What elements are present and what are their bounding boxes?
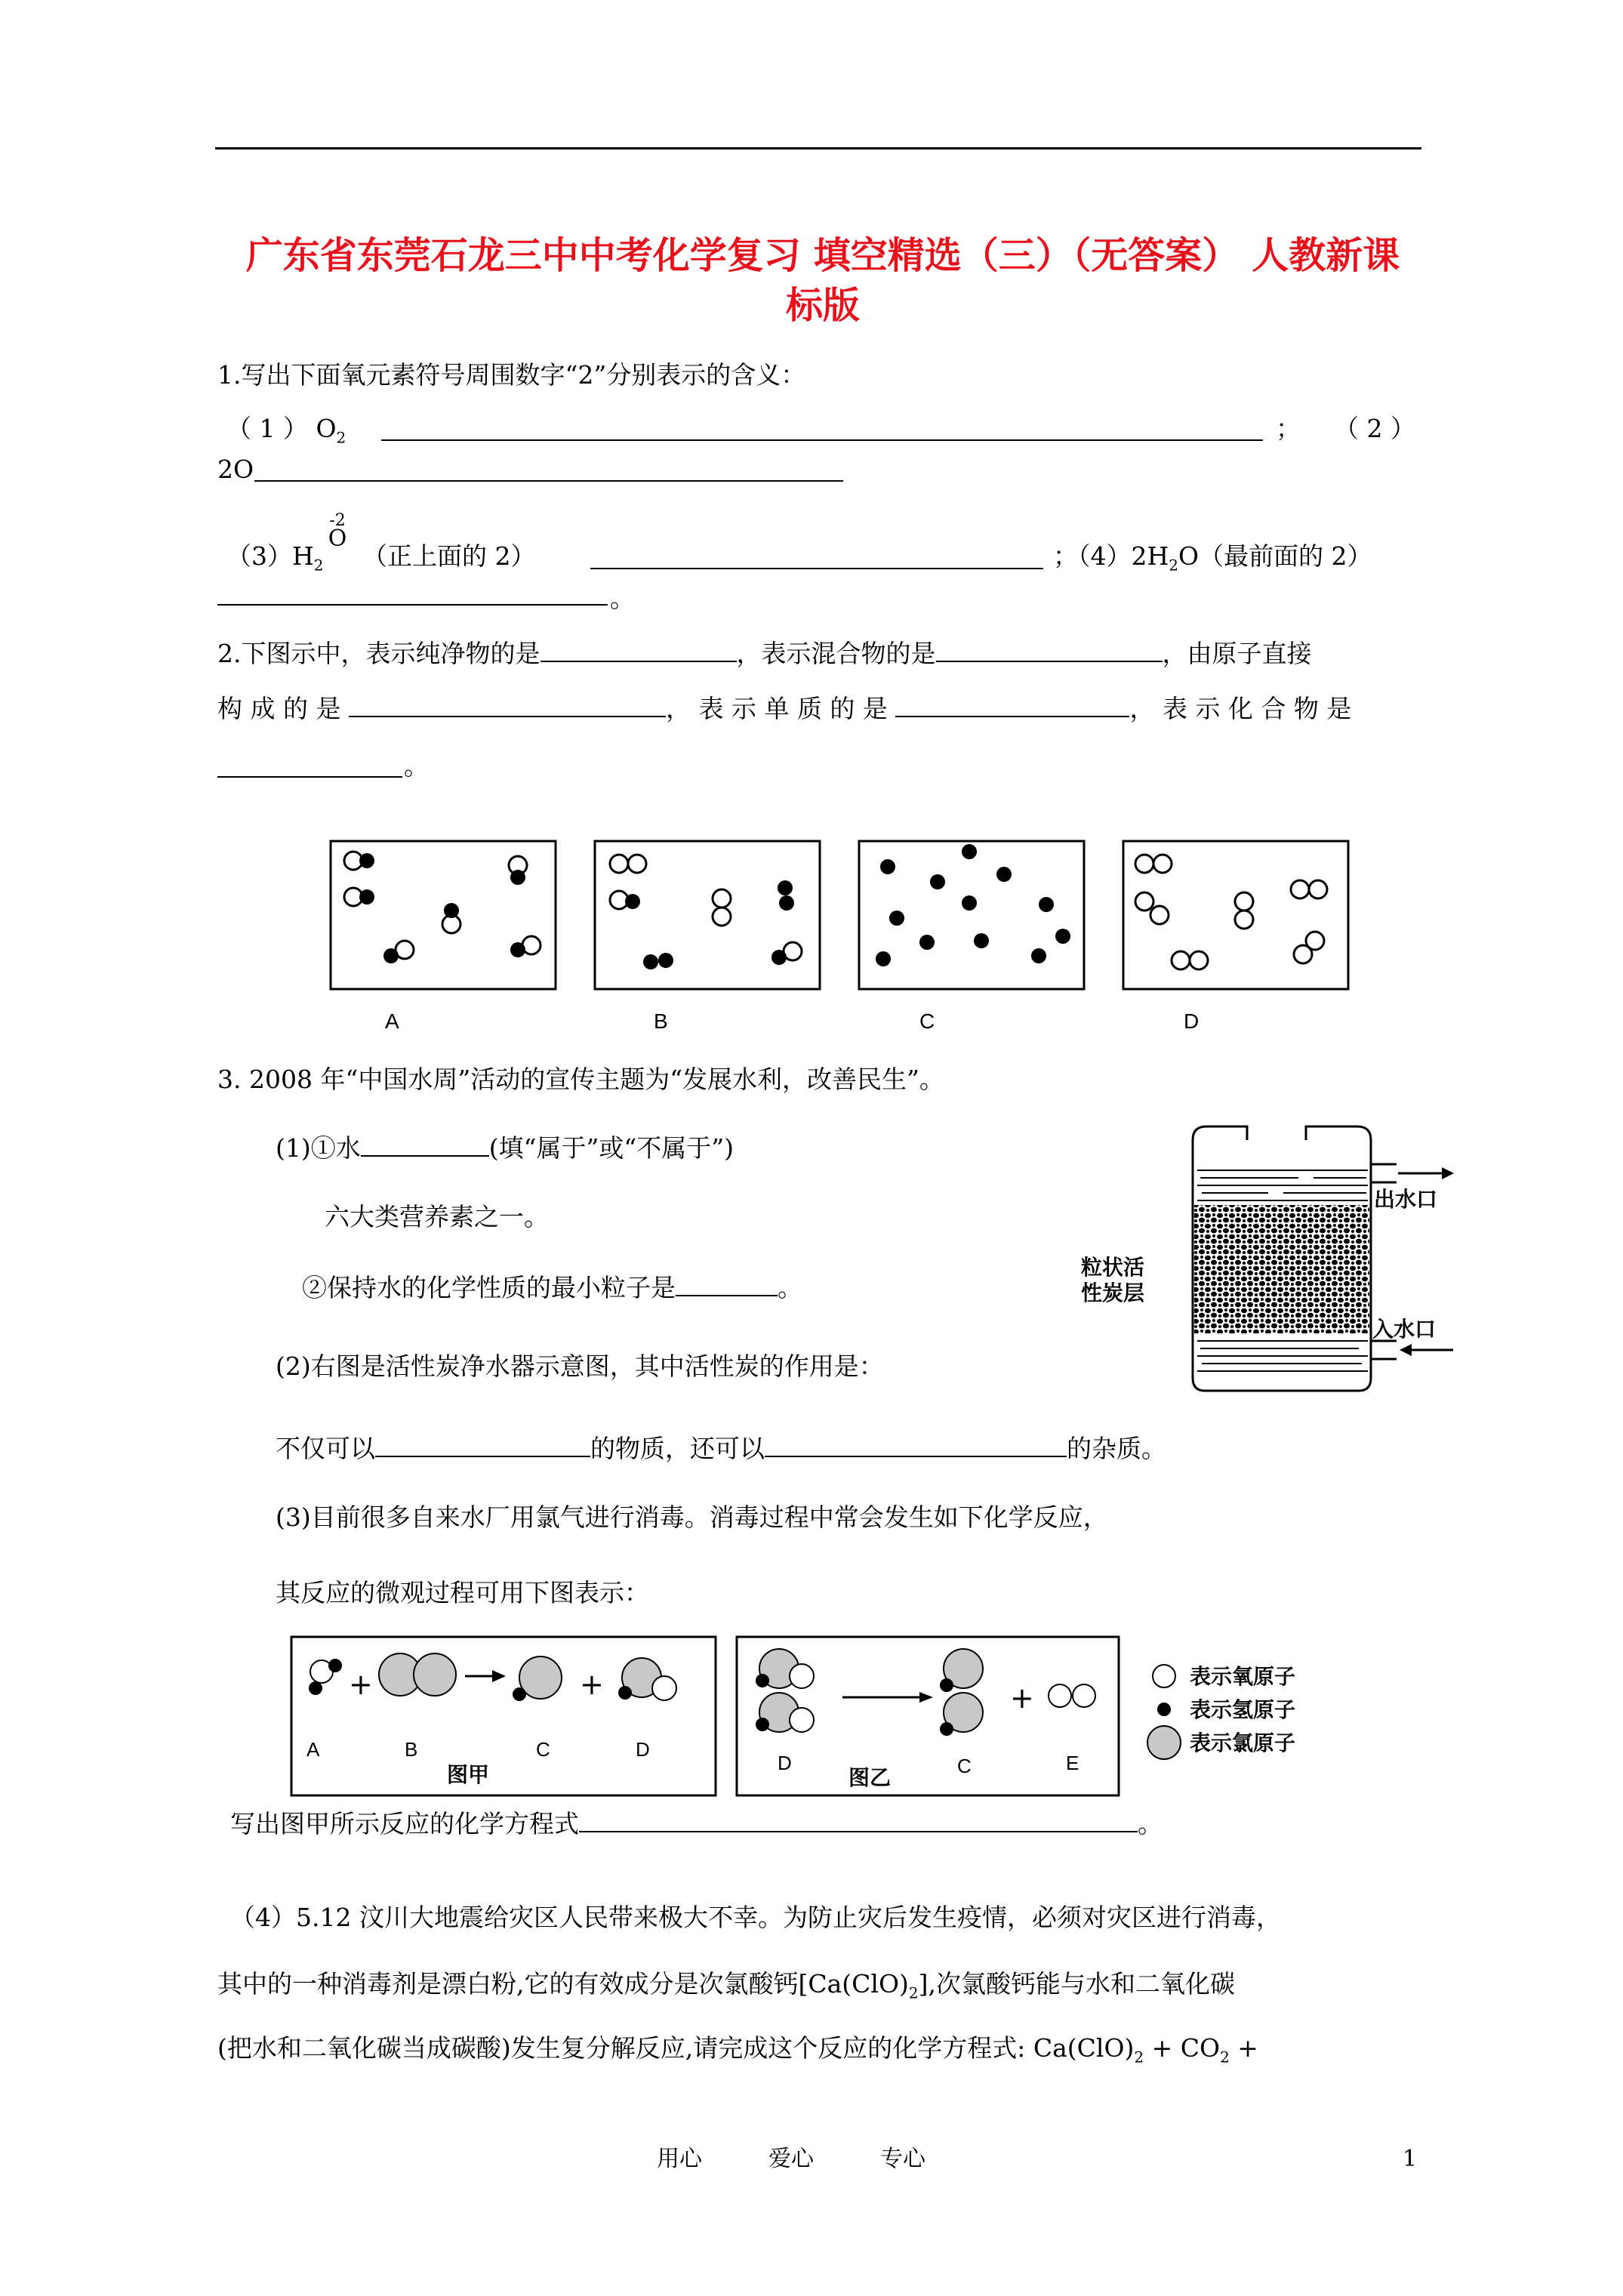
footer-motto-3: 专心 xyxy=(880,2146,925,2172)
q1-p4-end: 。 xyxy=(610,584,635,613)
header-rule xyxy=(215,147,1421,149)
q2-blank-element[interactable] xyxy=(895,693,1129,717)
svg-text:A: A xyxy=(306,1738,320,1761)
q1-blank-4[interactable] xyxy=(217,604,608,606)
jia-caption: 图甲 xyxy=(447,1762,490,1787)
water-purifier-figure xyxy=(1072,1117,1495,1397)
yi-caption: 图乙 xyxy=(848,1765,892,1790)
outlet-label: 出水口 xyxy=(1374,1187,1438,1212)
q1-part3: $(3)H_2$ xyxy=(226,541,324,575)
q3-blank-remove[interactable] xyxy=(765,1433,1067,1457)
legend-hydrogen: 表示氢原子 xyxy=(1190,1697,1296,1722)
box-label-c: C xyxy=(919,1009,935,1033)
q3-stem: 3. 2008 年“中国水周”活动的宣传主题为“发展水利，改善民生”。 xyxy=(217,1065,944,1094)
q3-s1c: 六大类营养素之一。 xyxy=(325,1202,549,1231)
q2-blank-atoms[interactable] xyxy=(349,693,666,717)
svg-text:C: C xyxy=(536,1738,550,1761)
q2-blank-compound[interactable] xyxy=(217,776,402,778)
q2-blank-mixture[interactable] xyxy=(936,638,1163,662)
q1-part1 xyxy=(226,414,346,453)
q1-p1-sub: 2 xyxy=(336,428,346,447)
q3-s3: (3)目前很多自来水厂用氯气进行消毒。消毒过程中常会发生如下化学反应， xyxy=(276,1502,1108,1532)
svg-text:B: B xyxy=(405,1738,418,1761)
box-label-b: B xyxy=(654,1009,668,1033)
q3-s1d: ②保持水的化学性质的最小粒子是 。 xyxy=(302,1273,802,1302)
q2-blank-pure[interactable] xyxy=(540,638,737,662)
svg-text:+: + xyxy=(349,1668,373,1701)
q3-blank-water[interactable] xyxy=(361,1133,489,1157)
carbon-label-2: 性炭层 xyxy=(1081,1281,1145,1305)
legend-chlorine: 表示氯原子 xyxy=(1190,1730,1296,1755)
q3-s2: (2)右图是活性炭净水器示意图，其中活性炭的作用是： xyxy=(276,1351,884,1381)
q3-blank-equation[interactable] xyxy=(579,1808,1138,1832)
q1-p2-prefix: 2O xyxy=(217,455,254,484)
q2-line-1: 2.下图示中，表示纯净物的是 ，表示混合物的是 ，由原子直接 xyxy=(217,639,1312,668)
inlet-label: 入水口 xyxy=(1372,1317,1437,1342)
box-label-d: D xyxy=(1184,1009,1200,1033)
svg-text:+: + xyxy=(1010,1681,1034,1715)
q1-p2-label: （ 2 ） xyxy=(1334,414,1415,443)
carbon-label-1: 粒状活 xyxy=(1081,1255,1145,1280)
q3-s1a: (1)①水 (填“属于”或“不属于”) xyxy=(276,1133,734,1163)
box-label-a: A xyxy=(385,1009,399,1033)
q1-blank-2[interactable] xyxy=(254,480,843,482)
q3-s2-line: 不仅可以 的物质，还可以 的杂质。 xyxy=(276,1434,1166,1463)
q3-blank-particle[interactable] xyxy=(676,1272,778,1296)
svg-text:E: E xyxy=(1066,1752,1079,1774)
q1-part4: ；$(4)2H_2O$（最前面的 2） xyxy=(1053,541,1372,575)
q3-s3b: 其反应的微观过程可用下图表示： xyxy=(276,1578,649,1607)
reaction-figure xyxy=(287,1631,1344,1804)
q2-particle-figure xyxy=(317,831,1374,1042)
q1-p3-oxygen-valence: -2 O xyxy=(328,511,347,552)
q1-p1-label: （ 1 ） O xyxy=(226,414,337,443)
q3-s4c: (把水和二氧化碳当成碳酸)发生复分解反应,请完成这个反应的化学方程式: $Ca(ClO)_2 + CO_2$ + xyxy=(217,2033,1258,2066)
q1-p1-end: ； xyxy=(1276,414,1301,443)
footer-motto-1: 用心 xyxy=(657,2146,702,2172)
q3-s4b: 其中的一种消毒剂是漂白粉,它的有效成分是次氯酸钙$[Ca(ClO)_2]$,次氯酸钙能与水和二氧化碳 xyxy=(217,1969,1236,2002)
q1-stem: 1.写出下面氧元素符号周围数字“2”分别表示的含义： xyxy=(217,360,806,390)
page-number: 1 xyxy=(1403,2146,1418,2172)
svg-text:D: D xyxy=(778,1752,792,1774)
q3-s4a: （4）5.12 汶川大地震给灾区人民带来极大不幸。为防止灾后发生疫情，必须对灾区进行消毒， xyxy=(230,1903,1281,1932)
legend-oxygen: 表示氧原子 xyxy=(1190,1664,1296,1689)
q2-line3-end: 。 xyxy=(404,751,429,781)
q1-blank-3[interactable] xyxy=(590,568,1043,569)
q2-line-2: 构 成 的 是 ， 表 示 单 质 的 是 ， 表 示 化 合 物 是 xyxy=(217,694,1352,723)
svg-text:+: + xyxy=(580,1668,604,1701)
svg-text:C: C xyxy=(957,1755,972,1777)
title-line-1: 广东省东莞石龙三中中考化学复习 填空精选（三）（无答案） 人教新课 xyxy=(245,233,1400,277)
q3-s3c: 写出图甲所示反应的化学方程式 。 xyxy=(230,1809,1163,1838)
footer-motto-2: 爱心 xyxy=(768,2146,814,2172)
q3-blank-adsorb[interactable] xyxy=(375,1433,590,1457)
title-line-2: 标版 xyxy=(785,283,860,327)
svg-text:D: D xyxy=(636,1738,650,1761)
page-title xyxy=(151,230,1495,330)
q1-blank-1[interactable] xyxy=(381,439,1263,441)
q1-p3-note: （正上面的 2） xyxy=(362,541,536,571)
